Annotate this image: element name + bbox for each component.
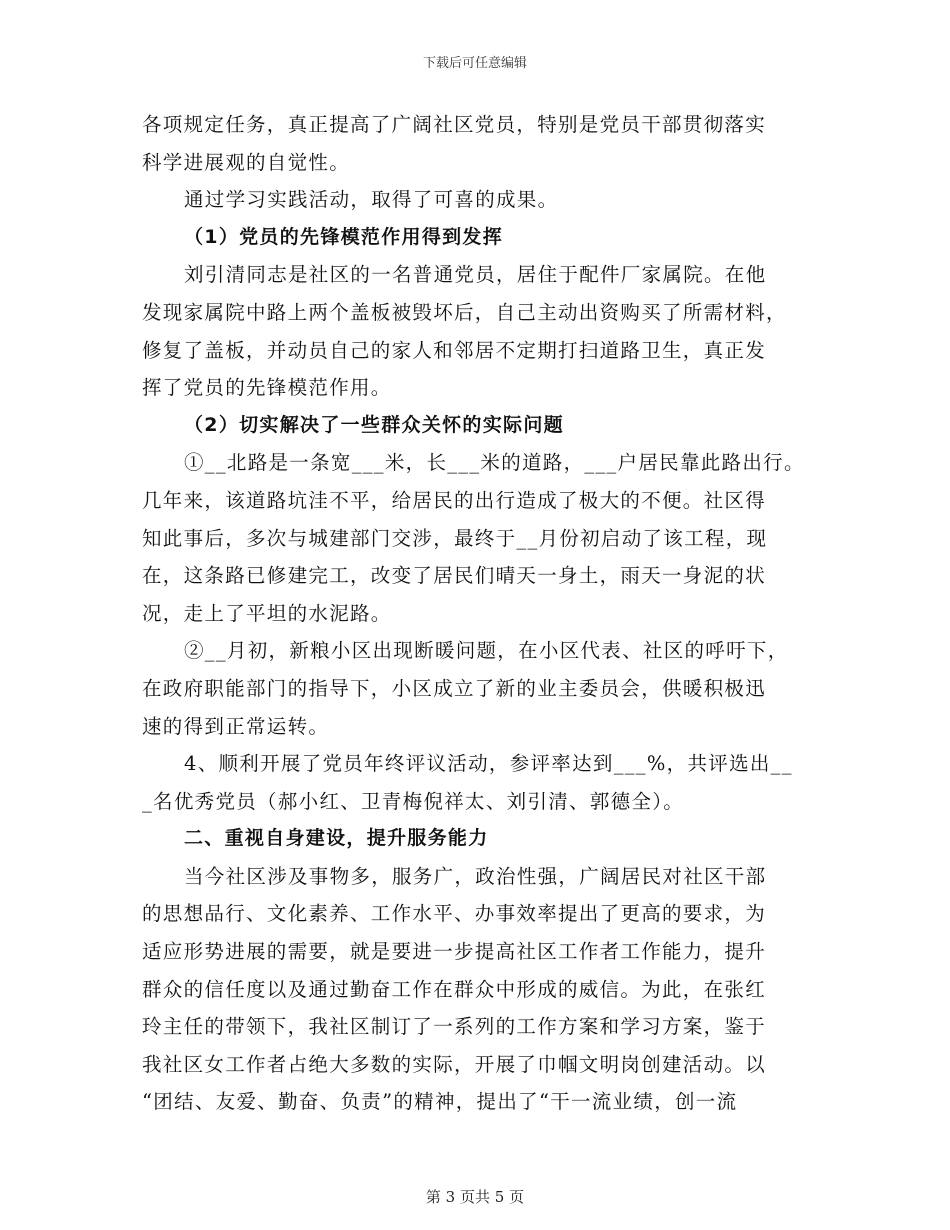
- paragraph-line: 挥了党员的先锋模范作用。: [142, 376, 392, 400]
- paragraph-line: ①__北路是一条宽___米，长___米的道路，___户居民靠此路出行。: [184, 451, 805, 475]
- paragraph-line: 通过学习实践活动，取得了可喜的成果。: [184, 188, 559, 212]
- paragraph-line: 我社区女工作者占绝大多数的实际，开展了巾帼文明岗创建活动。以: [142, 1052, 767, 1076]
- section-heading-line: （2）切实解决了一些群众关怀的实际问题: [184, 413, 564, 436]
- paragraph-line: 况，走上了平坦的水泥路。: [142, 601, 392, 625]
- paragraph-line: 当今社区涉及事物多，服务广，政治性强，广阔居民对社区干部: [184, 864, 767, 888]
- paragraph-line: 修复了盖板，并动员自己的家人和邻居不定期打扫道路卫生，真正发: [142, 338, 767, 362]
- section-heading-line: （1）党员的先锋模范作用得到发挥: [184, 225, 504, 248]
- page-number-footer: 第 3 页共 5 页: [425, 1188, 525, 1206]
- paragraph-line: 各项规定任务，真正提高了广阔社区党员，特别是党员干部贯彻落实: [142, 113, 767, 136]
- paragraph-line: _名优秀党员（郝小红、卫青梅倪祥太、刘引清、郭德全）。: [142, 789, 685, 813]
- paragraph-line: 适应形势进展的需要，就是要进一步提高社区工作者工作能力，提升: [142, 940, 767, 964]
- paragraph-line: 科学进展观的自觉性。: [142, 150, 351, 174]
- document-body: [142, 106, 814, 1121]
- page-header: 下载后可任意编辑: [422, 56, 527, 71]
- paragraph-line: 在政府职能部门的指导下，小区成立了新的业主委员会，供暖积极迅: [142, 676, 767, 700]
- paragraph-line: 在，这条路已修建完工，改变了居民们晴天一身土，雨天一身泥的状: [142, 564, 767, 588]
- paragraph-line: 玲主任的带领下，我社区制订了一系列的工作方案和学习方案，鉴于: [142, 1015, 767, 1039]
- paragraph-line: 刘引清同志是社区的一名普通党员，居住于配件厂家属院。在他: [184, 263, 767, 287]
- paragraph-line: 发现家属院中路上两个盖板被毁坏后，自己主动出资购买了所需材料，: [142, 300, 787, 324]
- paragraph-line: 群众的信任度以及通过勤奋工作在群众中形成的威信。为此，在张红: [142, 977, 767, 1001]
- paragraph-line: “团结、友爱、勤奋、负责”的精神，提出了“干一流业绩，创一流: [142, 1090, 738, 1114]
- paragraph-line: 几年来，该道路坑洼不平，给居民的出行造成了极大的不便。社区得: [142, 488, 767, 512]
- paragraph-line: ②__月初，新粮小区出现断暖问题，在小区代表、社区的呼吁下，: [184, 639, 789, 663]
- paragraph-line: 速的得到正常运转。: [142, 714, 330, 738]
- paragraph-line: 4、顺利开展了党员年终评议活动，参评率达到___%，共评选出__: [184, 752, 793, 776]
- section-heading-line: 二、重视自身建设，提升服务能力: [184, 827, 489, 850]
- paragraph-line: 知此事后，多次与城建部门交涉，最终于__月份初启动了该工程，现: [142, 526, 768, 550]
- paragraph-line: 的思想品行、文化素养、工作水平、办事效率提出了更高的要求，为: [142, 902, 767, 926]
